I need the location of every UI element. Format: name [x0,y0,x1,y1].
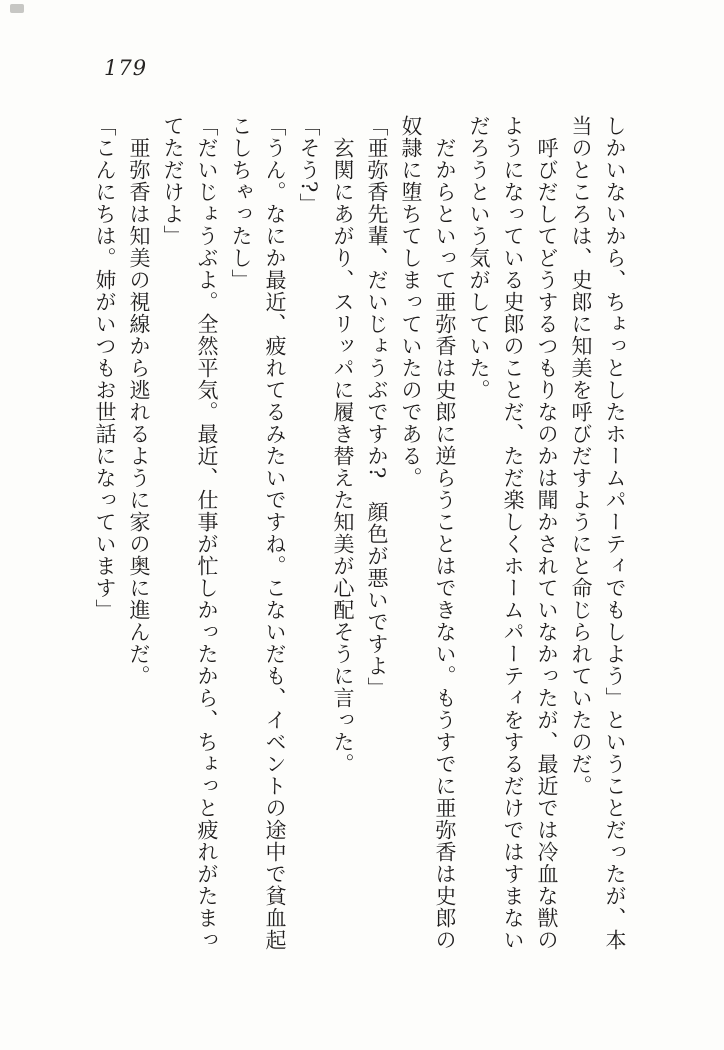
text-column-narration: ようになっている史郎のことだ、ただ楽しくホームパーティをするだけではすまない [501,115,525,951]
text-column-narration: 奴隷に堕ちてしまっていたのである。 [399,115,423,489]
scan-artifact [10,4,24,13]
text-column-dialogue: 「亜弥香先輩、だいじょうぶですか? 顔色が悪いですよ」 [365,115,389,700]
text-column-narration: だろうという気がしていた。 [467,115,491,401]
text-column-dialogue: 「こんにちは。姉がいつもお世話になっています」 [93,115,117,621]
text-column-dialogue: こしちゃったし」 [229,115,253,291]
text-column-narration: 玄関にあがり、スリッパに履き替えた知美が心配そうに言った。 [331,137,355,775]
text-column-dialogue: 「うん。なにか最近、疲れてるみたいですね。こないだも、イベントの途中で貧血起 [263,115,287,951]
text-column-narration: 亜弥香は知美の視線から逃れるように家の奥に進んだ。 [127,137,151,687]
text-column-narration: だからといって亜弥香は史郎に逆らうことはできない。もうすでに亜弥香は史郎の [433,137,457,951]
text-column-narration: 当のところは、史郎に知美を呼びだすようにと命じられていたのだ。 [569,115,593,797]
text-column-narration: 呼びだしてどうするつもりなのかは聞かされていなかったが、最近では冷血な獣の [535,137,559,951]
text-column-narration: しかいないから、ちょっとしたホームパーティでもしよう」ということだったが、本 [603,115,627,951]
page-number: 179 [104,56,148,80]
text-column-dialogue: 「そう?」 [297,115,321,216]
text-column-dialogue: 「だいじょうぶよ。全然平気。最近、仕事が忙しかったから、ちょっと疲れがたまっ [195,115,219,951]
text-column-dialogue: てただけよ」 [161,115,185,247]
vertical-text-block [88,115,632,957]
